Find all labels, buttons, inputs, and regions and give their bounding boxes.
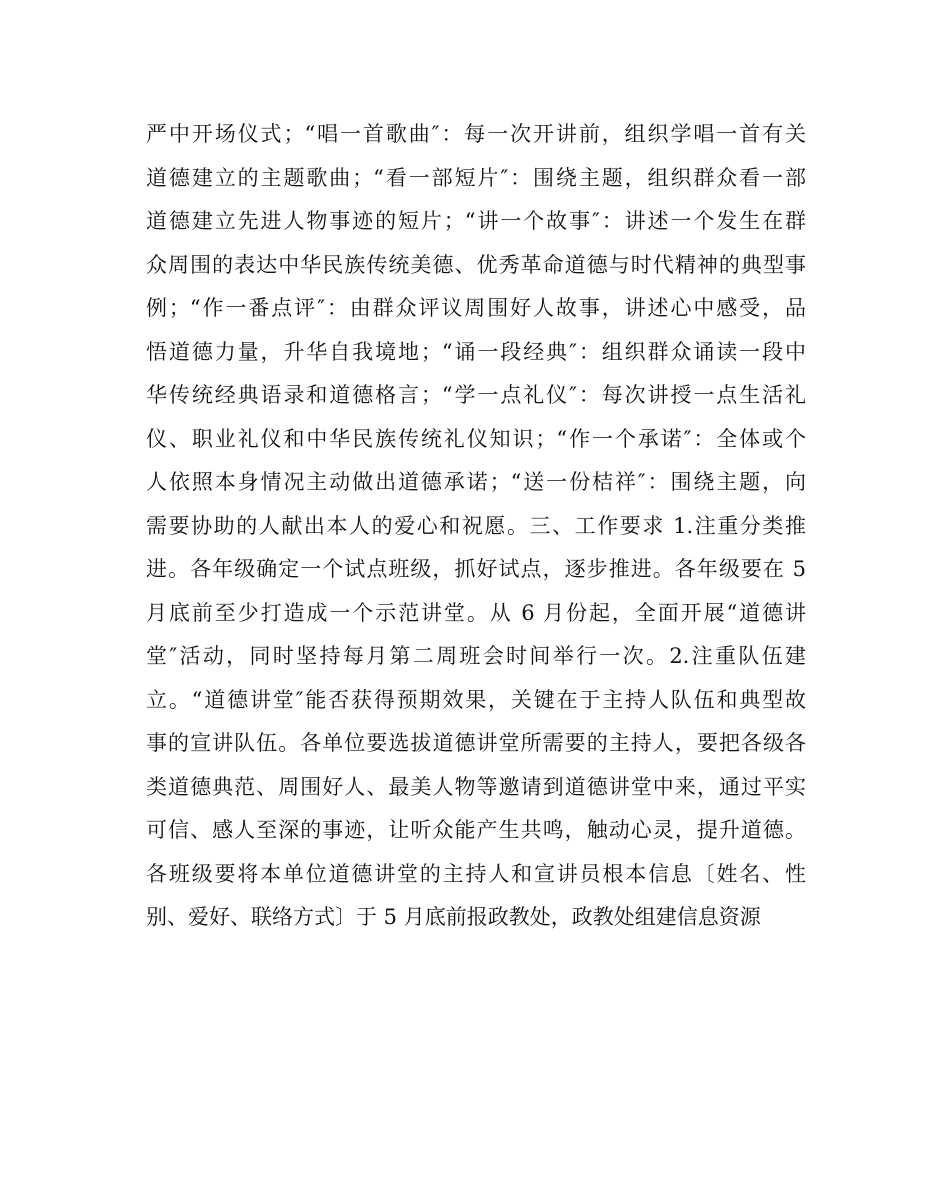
text-line: 别、爱好、联络方式〕于 5 月底前报政教处，政教处组建信息资源 [146, 905, 761, 929]
text-line: 可信、感人至深的事迹，让听众能产生共鸣，触动心灵，提升道德。 [146, 818, 806, 842]
text-line: 需要协助的人献出本人的爱心和祝愿。三、工作要求 1.注重分类推 [146, 513, 806, 538]
text-line: 华传统经典语录和道德格言；“学一点礼仪″：每次讲授一点生活礼 [146, 383, 806, 407]
body-text [146, 113, 806, 940]
text-line: 类道德典范、周围好人、最美人物等邀请到道德讲堂中来，通过平实 [146, 774, 806, 799]
text-line: 人依照本身情况主动做出道德承诺；“送一份桔祥″：围绕主题，向 [146, 470, 806, 494]
text-line: 仪、职业礼仪和中华民族传统礼仪知识；“作一个承诺″：全体或个 [146, 426, 806, 451]
text-line: 众周围的表达中华民族传统美德、优秀革命道德与时代精神的典型事 [146, 252, 806, 277]
text-line: 各班级要将本单位道德讲堂的主持人和宣讲员根本信息〔姓名、性 [146, 861, 806, 886]
text-line: 月底前至少打造成一个示范讲堂。从 6 月份起，全面开展“道德讲 [146, 600, 806, 625]
text-line: 立。“道德讲堂″能否获得预期效果，关键在于主持人队伍和典型故 [146, 687, 806, 712]
text-line: 严中开场仪式；“唱一首歌曲″：每一次开讲前，组织学唱一首有关 [146, 122, 806, 146]
text-line: 堂″活动，同时坚持每月第二周班会时间举行一次。2.注重队伍建 [146, 644, 806, 668]
text-line: 进。各年级确定一个试点班级，抓好试点，逐步推进。各年级要在 5 [146, 557, 806, 581]
text-line: 例；“作一番点评″：由群众评议周围好人故事，讲述心中感受，品 [146, 296, 806, 320]
text-line: 悟道德力量，升华自我境地；“诵一段经典″：组织群众诵读一段中 [146, 339, 806, 364]
text-line: 道德建立先进人物事迹的短片；“讲一个故事″：讲述一个发生在群 [146, 209, 806, 233]
text-line: 道德建立的主题歌曲；“看一部短片″：围绕主题，组织群众看一部 [146, 165, 806, 190]
text-line: 事的宣讲队伍。各单位要选拔道德讲堂所需要的主持人，要把各级各 [146, 731, 806, 755]
